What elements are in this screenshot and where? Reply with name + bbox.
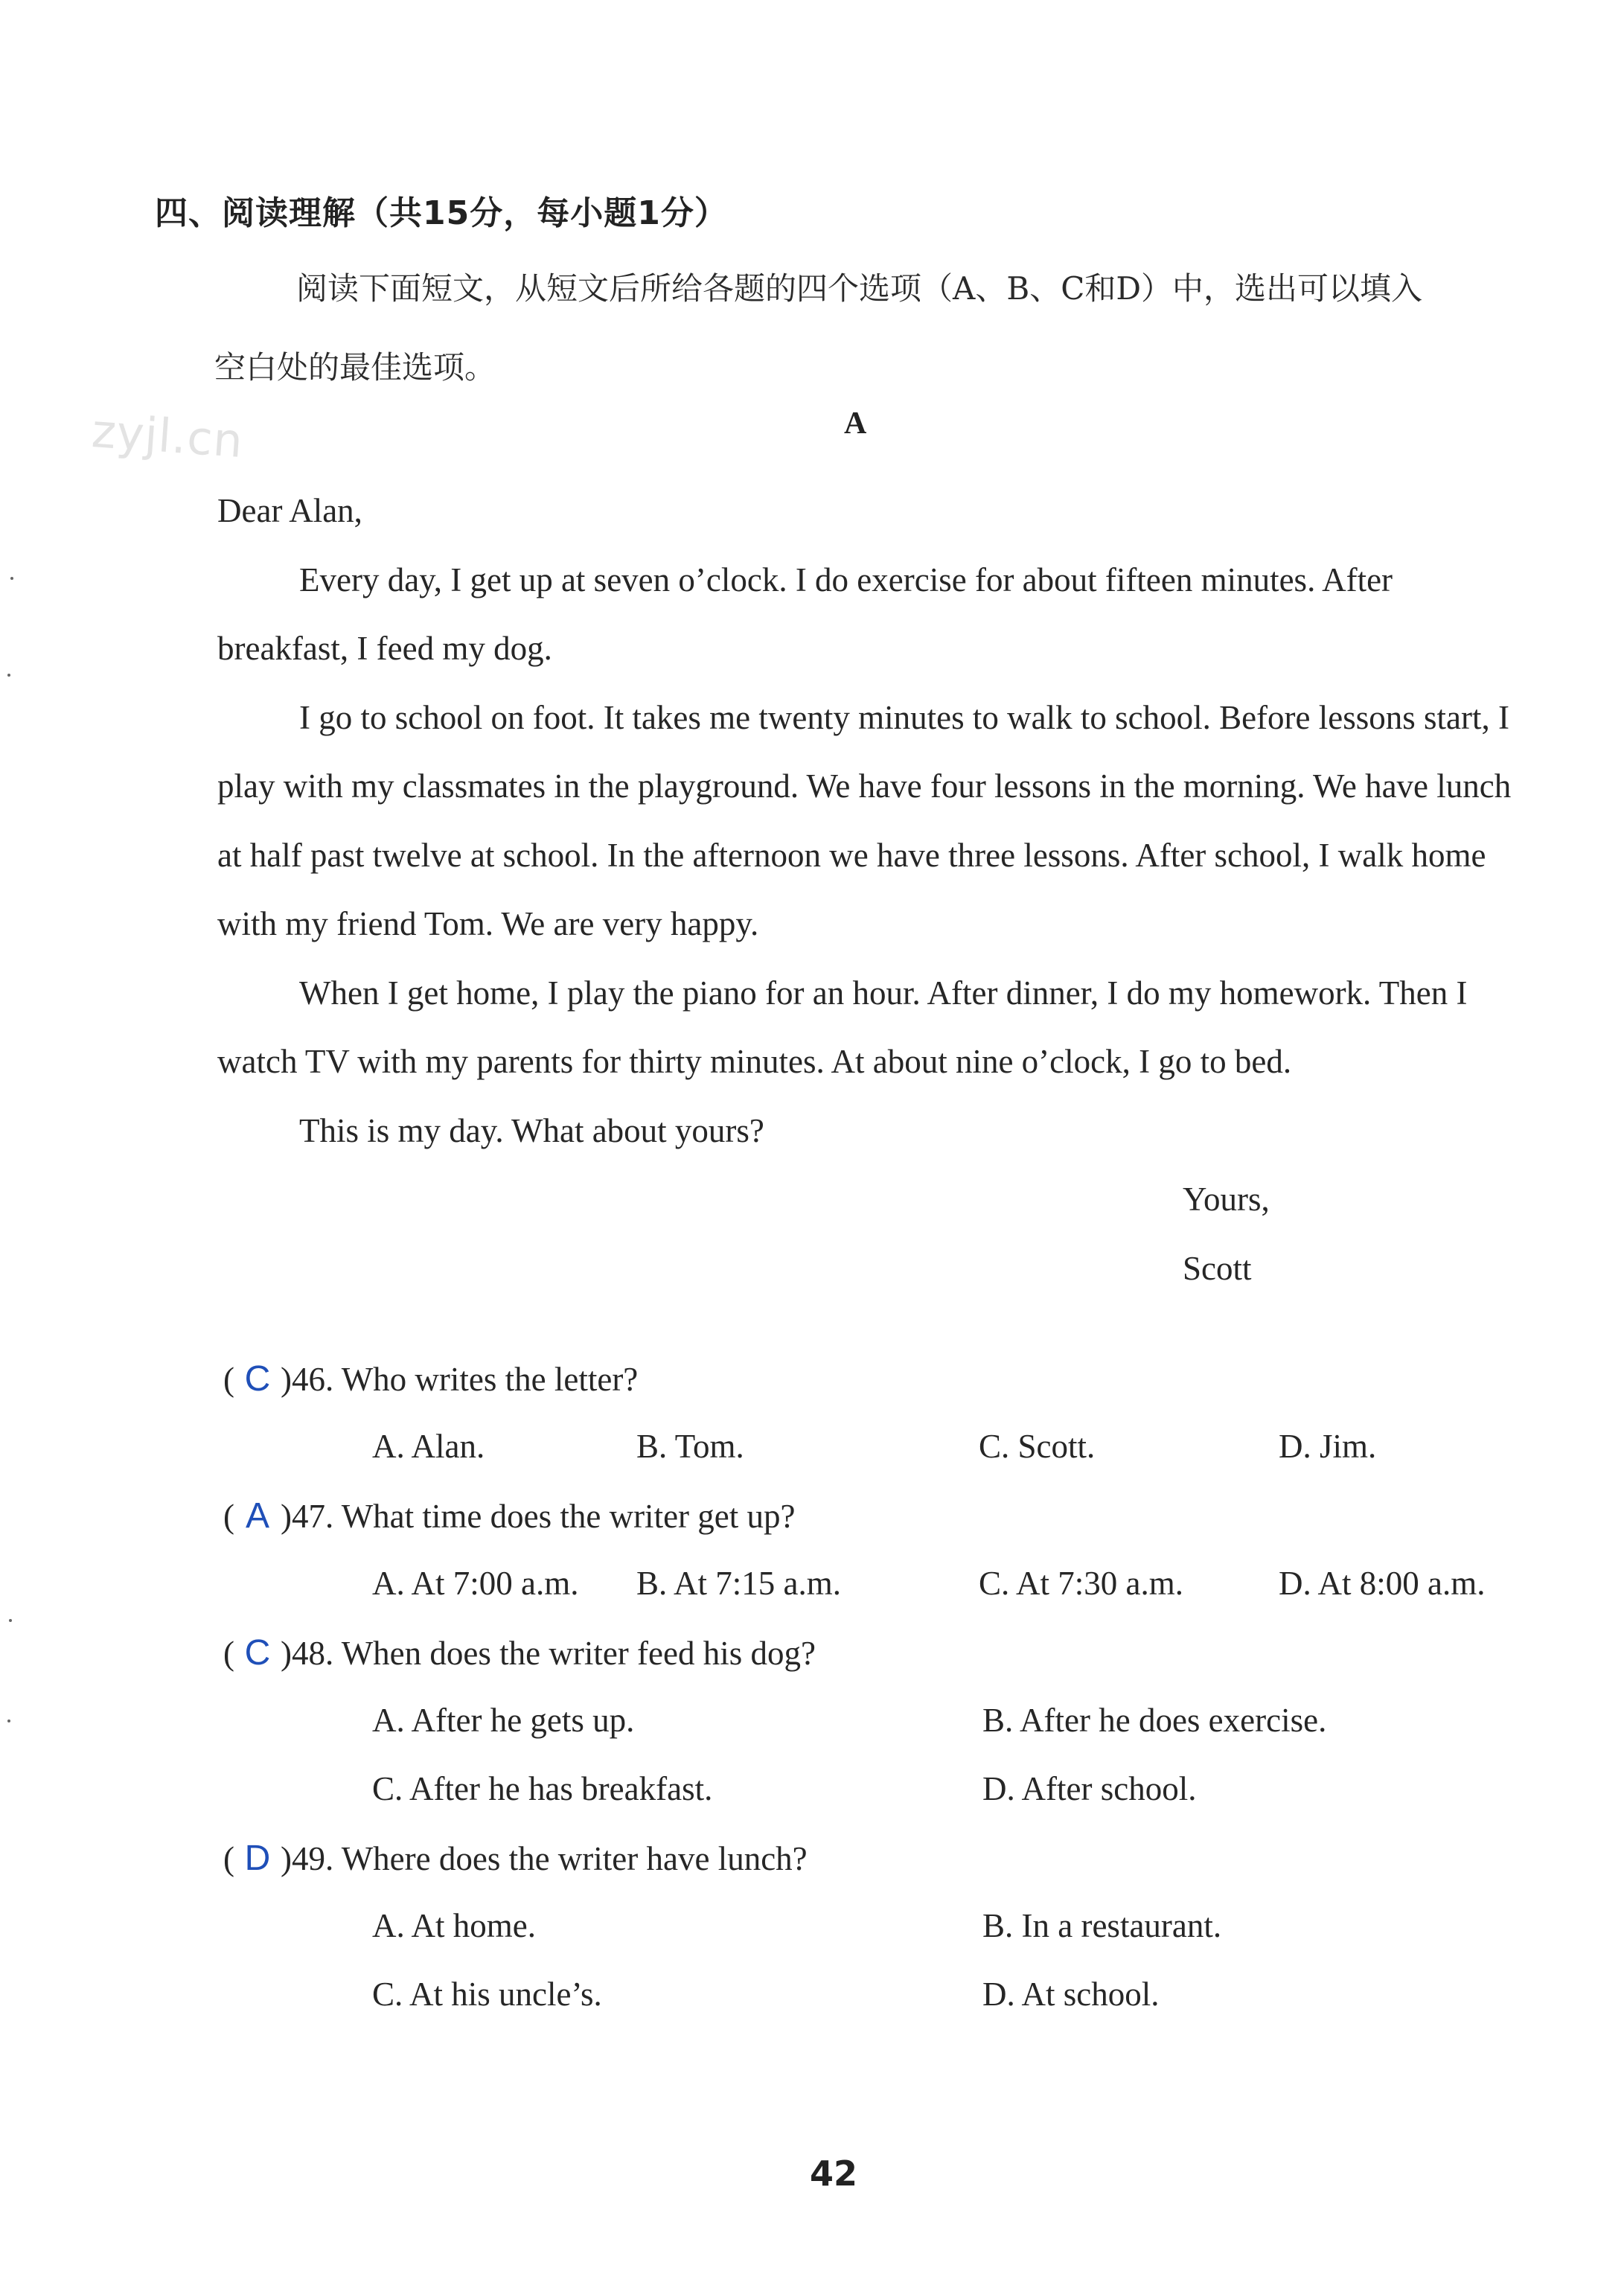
instructions-line-2: 空白处的最佳选项。 (214, 349, 496, 386)
option-a: A. After he gets up. (372, 1702, 635, 1739)
options-48-row-1 (223, 1701, 1533, 1769)
instructions (216, 249, 1526, 407)
letter-paragraph: When I get home, I play the piano for an hour. After dinner, I do my homework. Then I watch TV with my parents for thirty minutes. At about nine o’clock, I go to bed. (217, 974, 1468, 1080)
question-text: Where does the writer have lunch? (341, 1840, 808, 1877)
option-b: B. At 7:15 a.m. (636, 1565, 842, 1602)
watermark-logo: zyjl.cn (89, 403, 246, 469)
option-c: C. At his uncle’s. (372, 1976, 602, 2013)
options-49-row-1 (223, 1906, 1533, 1975)
page-number: 42 (810, 2153, 858, 2194)
scan-speck (10, 577, 13, 580)
option-c: C. Scott. (979, 1428, 1096, 1465)
option-b: B. In a restaurant. (982, 1907, 1222, 1944)
question-number: 49. (292, 1840, 334, 1877)
question-49 (223, 1838, 1533, 1906)
option-d: D. Jim. (1279, 1428, 1377, 1465)
option-a: A. Alan. (372, 1428, 485, 1465)
letter-paragraph: I go to school on foot. It takes me twenty minutes to walk to school. Before lessons start, I play with my classmates in the playground. We have four lessons in the morning. We have lunch at half past twelve at school. In the afternoon we have three lessons. After school, I walk home with my friend Tom. We are very happy. (217, 698, 1512, 942)
options-46 (223, 1427, 1533, 1495)
option-a: A. At home. (372, 1907, 536, 1944)
letter-paragraph: Every day, I get up at seven o’clock. I do exercise for about fifteen minutes. After breakfast, I feed my dog. (217, 561, 1393, 667)
question-list (223, 1358, 1533, 2043)
question-number: 47. (292, 1498, 334, 1535)
option-b: B. Tom. (636, 1428, 744, 1465)
question-46 (223, 1358, 1533, 1427)
question-number: 46. (292, 1361, 334, 1398)
answer-mark: C (244, 1633, 271, 1673)
option-c: C. After he has breakfast. (372, 1770, 713, 1807)
question-number: 48. (292, 1635, 334, 1672)
question-stem: ( C )48. When does the writer feed his dog? (223, 1633, 816, 1673)
option-d: D. At 8:00 a.m. (1279, 1565, 1486, 1602)
passage-label: A (844, 406, 867, 441)
letter-paragraph: This is my day. What about yours? (299, 1111, 764, 1149)
answer-mark: C (244, 1359, 271, 1399)
scan-speck (7, 674, 10, 677)
question-stem: ( C )46. Who writes the letter? (223, 1359, 639, 1399)
scan-speck (7, 1719, 10, 1722)
options-47 (223, 1564, 1533, 1632)
question-stem: ( A )47. What time does the writer get up? (223, 1496, 796, 1536)
section-heading: 四、阅读理解（共15分，每小题1分） (155, 194, 728, 232)
letter-passage (217, 476, 1520, 1303)
letter-signature: Scott (1183, 1249, 1252, 1287)
instructions-line-1: 阅读下面短文，从短文后所给各题的四个选项（A、B、C和D）中，选出可以填入 (296, 270, 1423, 307)
letter-salutation: Dear Alan, (217, 492, 362, 529)
question-stem: ( D )49. Where does the writer have lunch? (223, 1839, 808, 1878)
option-d: D. After school. (982, 1770, 1197, 1807)
option-a: A. At 7:00 a.m. (372, 1565, 579, 1602)
question-text: When does the writer feed his dog? (341, 1635, 816, 1672)
question-47 (223, 1495, 1533, 1564)
question-text: What time does the writer get up? (341, 1498, 796, 1535)
option-c: C. At 7:30 a.m. (979, 1565, 1184, 1602)
question-text: Who writes the letter? (341, 1361, 639, 1398)
question-48 (223, 1632, 1533, 1701)
options-49-row-2 (223, 1975, 1533, 2043)
options-48-row-2 (223, 1769, 1533, 1838)
letter-closing: Yours, (1183, 1181, 1270, 1218)
scan-speck (9, 1619, 12, 1622)
option-d: D. At school. (982, 1976, 1160, 2013)
answer-mark: D (244, 1839, 271, 1878)
option-b: B. After he does exercise. (982, 1702, 1327, 1739)
answer-mark: A (245, 1496, 269, 1536)
